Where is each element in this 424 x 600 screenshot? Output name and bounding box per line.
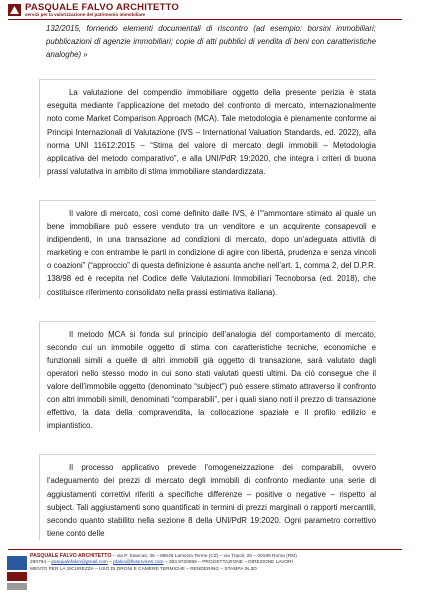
document-body (46, 22, 376, 540)
brand-tagline: servizi per la valorizzazione del patrimonio immobiliare (25, 12, 146, 17)
header-divider (8, 19, 402, 20)
paragraph-block (39, 321, 376, 433)
footer-services: – 393.9720895 – PROGETTAZIONE – DIREZIONE LAVORI (164, 560, 293, 565)
paragraph-mca-method: La valutazione del compendio immobiliare oggetto della presente perizia è stata eseguita mediante l’applicazione del metodo del confronto di mercato, internazionalmente noto come Market Comparison Approach (MCA). Tale metodologia è pienamente conforme ai Principi Internazionali di Valutazione (IVS – International Valuation Standards, ed. 2022), alla norma UNI 11612:2015 – “Stima del valore di mercato degli immobili – Metodologia applicativa del metodo comparativo”, e alla UNI/PdR 19:2020, che integra i criteri di buona prassi valutativa in ambito di stima immobiliare standardizzata. (47, 88, 376, 176)
paragraph-mca-principle: Il metodo MCA si fonda sul principio dell’analogia del comportamento di mercato, secondo cui un immobile oggetto di stima con caratteristiche tecniche, economiche e funzionali simili a quelle di altri immobili già oggetto di transazione, sarà valutato dagli operatori nello stesso modo in cui sono stati valutati questi ultimi. Da ciò consegue che il valore dell’immobile oggetto (denominato “subject”) può essere stimato attraverso il confronto con altri immobili simili, denominati “comparabili”, per i quali siano noti il prezzo di transazione effettivo, la data della compravendita, la collocazione spaziale e il profilo edilizio e impiantistico. (47, 329, 376, 431)
paragraph-block (39, 200, 376, 299)
footer-address-line (30, 553, 297, 559)
paragraph-market-value: Il valore di mercato, così come definito dalle IVS, è l’“ammontare stimato al quale un bene immobiliare può essere venduto tra un venditore e un acquirente consapevoli e indipendenti, in una transazione ad condizioni di mercato, dopo un’adeguata attività di marketing e con entrambe le parti in condizione di agire con libertà, prudenza e senza vincoli o coazioni” (“approccio” di questa definizione è assunta anche nell’art. 1, comma 2, del D.P.R. 138/98 ed è recepita nel Codice delle Valutazioni Immobiliari Tecnoborsa (ed. 2018), che costituisce riferimento consolidato nella prassi estimativa italiana). (47, 208, 376, 297)
brand-name: PASQUALE FALVO ARCHITETTO (25, 2, 180, 13)
footer-address-rome: via Tripoli, 20 – 00199 Roma (RM) (223, 554, 297, 559)
architect-logo-icon (8, 4, 21, 16)
certification-logo-icon (6, 554, 28, 592)
page-header (0, 0, 424, 20)
paragraph-block (39, 79, 376, 178)
footer-phone: 290794 – (30, 560, 51, 565)
footer-contact-line: 290794 – pasqualefalvo@gmail.com – pfalvo@fivservices.com – 393.9720895 – PROGETTAZIONE – DIREZIONE LAVORI (30, 560, 293, 565)
footer-brand: PASQUALE FALVO ARCHITETTO (30, 553, 112, 559)
paragraph-adjustments: Il processo applicativo prevede l’omogeneizzazione dei comparabili, ovvero l’adeguamento dei prezzi di mercato degli immobili di confronto mediante una serie di aggiustamenti correttivi riferiti a specifiche differenze – positive o negative – rispetto al subject. Tali aggiustamenti sono quantificati in termini di prezzi marginali o rapporti mercantili, secondo quanto stabilito nella sezione 8 della UNI/PdR 19:2020. Ogni parametro correttivo tiene conto delle (47, 463, 376, 538)
quote-continuation: 132/2015, fornendo elementi documentali di riscontro (ad esempio: borsini immobiliari; pubblicazioni di agenzie immobiliari; copie di atti pubblici di vendita di beni con caratteristiche analoghe) » (46, 24, 376, 60)
page-footer (0, 549, 424, 600)
footer-email-link[interactable]: pasqualefalvo@gmail.com (51, 560, 108, 565)
footer-address: – via P. Stancati, 36 – 88046 Lamezia Terme (CZ) – (112, 554, 223, 559)
footer-email2-link[interactable]: pfalvo@fivservices.com (113, 560, 164, 565)
paragraph-block (39, 454, 376, 540)
footer-divider (8, 549, 402, 550)
footer-services-line: MENTO PER LA SICUREZZA – USO DI DRONI E CAMERE TERMICHE – RENDERING – STAMPA IN 3D (30, 567, 257, 572)
